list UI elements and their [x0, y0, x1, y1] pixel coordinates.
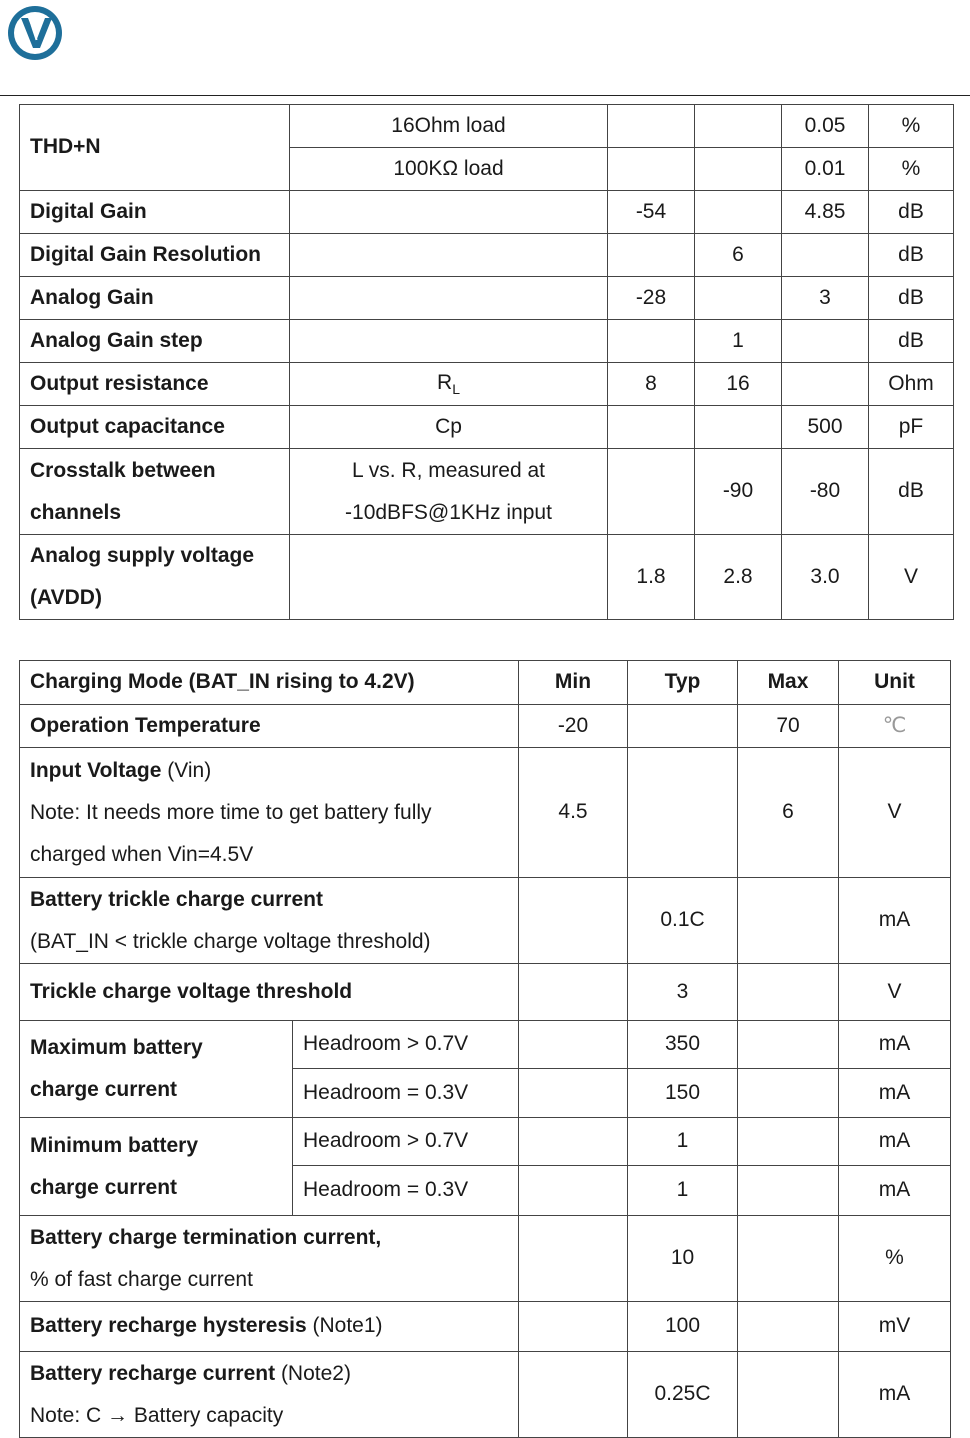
- param-line: Analog supply voltage: [30, 544, 255, 567]
- unit-cell: dB: [869, 449, 954, 535]
- table-row: [20, 105, 954, 148]
- company-logo: [6, 4, 64, 62]
- header-typ: Typ: [628, 661, 738, 705]
- condition-cell: 100KΩ load: [290, 148, 608, 191]
- max-cell: 500: [782, 406, 869, 449]
- param-cell: [20, 449, 290, 535]
- param-bold: Battery recharge hysteresis: [30, 1314, 307, 1338]
- unit-cell: V: [839, 964, 951, 1021]
- unit-cell: %: [869, 148, 954, 191]
- param-bold: Battery recharge current: [30, 1361, 276, 1385]
- typ-cell: 16: [695, 363, 782, 406]
- table-row: [20, 705, 951, 748]
- unit-cell: mA: [839, 878, 951, 964]
- unit-cell: pF: [869, 406, 954, 449]
- table-row: [20, 277, 954, 320]
- param-cell: Trickle charge voltage threshold: [20, 964, 519, 1021]
- min-cell: 8: [608, 363, 695, 406]
- param-line: Crosstalk between: [30, 458, 216, 482]
- table-row: [20, 1352, 951, 1438]
- unit-cell: mA: [839, 1166, 951, 1216]
- unit-cell: mA: [839, 1352, 951, 1438]
- param-suffix: (Note1): [306, 1314, 383, 1338]
- typ-cell: 0.1C: [628, 878, 738, 964]
- condition-cell: [290, 320, 608, 363]
- header-unit: Unit: [839, 661, 951, 705]
- param-line: (AVDD): [30, 586, 102, 609]
- param-cell: Output resistance: [20, 363, 290, 406]
- max-cell: -80: [782, 449, 869, 535]
- max-cell: [738, 1021, 839, 1069]
- header-max: Max: [738, 661, 839, 705]
- table-row: [20, 1216, 951, 1302]
- param-line: [30, 750, 518, 792]
- condition-line: -10dBFS@1KHz input: [345, 500, 552, 524]
- unit-cell: Ohm: [869, 363, 954, 406]
- typ-cell: [695, 277, 782, 320]
- min-cell: -20: [519, 705, 628, 748]
- typ-cell: [695, 148, 782, 191]
- max-cell: 0.01: [782, 148, 869, 191]
- unit-cell: dB: [869, 277, 954, 320]
- unit-cell: %: [839, 1216, 951, 1302]
- condition-cell: [290, 535, 608, 620]
- condition-cell: 16Ohm load: [290, 105, 608, 148]
- condition-cell: Headroom = 0.3V: [293, 1069, 519, 1118]
- table-row: [20, 878, 951, 964]
- min-cell: [519, 1069, 628, 1118]
- typ-cell: [695, 191, 782, 234]
- min-cell: [519, 1021, 628, 1069]
- typ-cell: 1: [628, 1118, 738, 1166]
- condition-cell: [290, 277, 608, 320]
- max-cell: 6: [738, 748, 839, 878]
- param-line: channels: [30, 500, 122, 524]
- min-cell: -28: [608, 277, 695, 320]
- param-line: Battery trickle charge current: [30, 887, 323, 911]
- param-cell: Analog Gain: [20, 277, 290, 320]
- typ-cell: [628, 705, 738, 748]
- unit-cell: V: [839, 748, 951, 878]
- header-param: Charging Mode (BAT_IN rising to 4.2V): [20, 661, 519, 705]
- unit-cell: dB: [869, 234, 954, 277]
- param-line: charge current: [30, 1175, 178, 1199]
- param-suffix: (Note2): [275, 1361, 351, 1385]
- param-cell: Analog Gain step: [20, 320, 290, 363]
- typ-cell: 150: [628, 1069, 738, 1118]
- typ-cell: 0.25C: [628, 1352, 738, 1438]
- max-cell: 3.0: [782, 535, 869, 620]
- typ-cell: 1: [628, 1166, 738, 1216]
- max-cell: 3: [782, 277, 869, 320]
- table-row: [20, 191, 954, 234]
- note-line: % of fast charge current: [30, 1267, 253, 1291]
- unit-cell: dB: [869, 320, 954, 363]
- max-cell: [738, 878, 839, 964]
- max-cell: [738, 1302, 839, 1352]
- param-line: charge current: [30, 1078, 178, 1101]
- param-cell: [20, 748, 519, 878]
- max-cell: [738, 1216, 839, 1302]
- header-min: Min: [519, 661, 628, 705]
- min-cell: 4.5: [519, 748, 628, 878]
- min-cell: [608, 406, 695, 449]
- condition-cell: Headroom > 0.7V: [293, 1021, 519, 1069]
- param-cell: Output capacitance: [20, 406, 290, 449]
- typ-cell: [628, 748, 738, 878]
- min-cell: [608, 105, 695, 148]
- note-suffix: Battery capacity: [128, 1403, 284, 1427]
- param-cell: [20, 1021, 293, 1118]
- typ-cell: 1: [695, 320, 782, 363]
- max-cell: [738, 1069, 839, 1118]
- header-rule: [0, 95, 970, 96]
- table-row: [20, 234, 954, 277]
- param-cell: Digital Gain: [20, 191, 290, 234]
- condition-cell: Headroom > 0.7V: [293, 1118, 519, 1166]
- min-cell: -54: [608, 191, 695, 234]
- max-cell: 70: [738, 705, 839, 748]
- param-bold: Input Voltage: [30, 758, 162, 782]
- max-cell: 0.05: [782, 105, 869, 148]
- param-cell: Digital Gain Resolution: [20, 234, 290, 277]
- max-cell: [738, 1352, 839, 1438]
- min-cell: [519, 1118, 628, 1166]
- unit-cell: %: [869, 105, 954, 148]
- max-cell: [738, 1118, 839, 1166]
- param-line: Minimum battery: [30, 1133, 199, 1157]
- max-cell: 4.85: [782, 191, 869, 234]
- max-cell: [782, 320, 869, 363]
- min-cell: 1.8: [608, 535, 695, 620]
- typ-cell: 100: [628, 1302, 738, 1352]
- table-row: [20, 748, 951, 878]
- table-row: [20, 1021, 951, 1069]
- typ-cell: 10: [628, 1216, 738, 1302]
- unit-cell: ℃: [839, 705, 951, 748]
- condition-main: R: [437, 370, 453, 394]
- audio-spec-table: [19, 104, 954, 620]
- arrow-right-icon: →: [107, 1403, 129, 1427]
- table-row: [20, 449, 954, 535]
- min-cell: [608, 449, 695, 535]
- charging-spec-table: [19, 660, 951, 1438]
- note-line: charged when Vin=4.5V: [30, 842, 254, 866]
- condition-cell: [290, 363, 608, 406]
- param-cell: THD+N: [20, 105, 290, 191]
- max-cell: [738, 964, 839, 1021]
- condition-cell: Cp: [290, 406, 608, 449]
- table-row: [20, 363, 954, 406]
- typ-cell: [695, 406, 782, 449]
- min-cell: [519, 1352, 628, 1438]
- min-cell: [519, 1166, 628, 1216]
- param-line: [30, 1353, 518, 1395]
- unit-cell: mA: [839, 1118, 951, 1166]
- condition-cell: [290, 234, 608, 277]
- condition-line: L vs. R, measured at: [352, 458, 545, 482]
- min-cell: [608, 148, 695, 191]
- typ-cell: 3: [628, 964, 738, 1021]
- table-row: [20, 964, 951, 1021]
- max-cell: [738, 1166, 839, 1216]
- table-header-row: [20, 661, 951, 705]
- condition-cell: Headroom = 0.3V: [293, 1166, 519, 1216]
- min-cell: [519, 878, 628, 964]
- unit-cell: mV: [839, 1302, 951, 1352]
- unit-cell: dB: [869, 191, 954, 234]
- param-cell: [20, 1352, 519, 1438]
- min-cell: [608, 234, 695, 277]
- typ-cell: -90: [695, 449, 782, 535]
- table-row: [20, 320, 954, 363]
- condition-cell: [290, 449, 608, 535]
- param-line: Maximum battery: [30, 1036, 203, 1059]
- table-row: [20, 1302, 951, 1352]
- typ-cell: 350: [628, 1021, 738, 1069]
- note-line: Note: It needs more time to get battery fully: [30, 800, 432, 824]
- param-line: Battery charge termination current,: [30, 1225, 382, 1249]
- unit-cell: mA: [839, 1021, 951, 1069]
- typ-cell: 6: [695, 234, 782, 277]
- min-cell: [519, 1216, 628, 1302]
- min-cell: [519, 1302, 628, 1352]
- note-prefix: Note: C: [30, 1403, 108, 1427]
- unit-cell: mA: [839, 1069, 951, 1118]
- condition-cell: [290, 191, 608, 234]
- condition-subscript: L: [452, 380, 460, 397]
- min-cell: [608, 320, 695, 363]
- table-row: [20, 535, 954, 620]
- table-row: [20, 406, 954, 449]
- param-cell: [20, 535, 290, 620]
- param-cell: [20, 1118, 293, 1216]
- param-cell: [20, 1302, 519, 1352]
- max-cell: [782, 234, 869, 277]
- param-cell: [20, 1216, 519, 1302]
- max-cell: [782, 363, 869, 406]
- note-line: [30, 1395, 518, 1437]
- param-cell: [20, 878, 519, 964]
- param-suffix: (Vin): [161, 758, 212, 782]
- note-line: (BAT_IN < trickle charge voltage threshold): [30, 929, 431, 953]
- typ-cell: 2.8: [695, 535, 782, 620]
- param-cell: Operation Temperature: [20, 705, 519, 748]
- min-cell: [519, 964, 628, 1021]
- unit-cell: V: [869, 535, 954, 620]
- table-row: [20, 1118, 951, 1166]
- typ-cell: [695, 105, 782, 148]
